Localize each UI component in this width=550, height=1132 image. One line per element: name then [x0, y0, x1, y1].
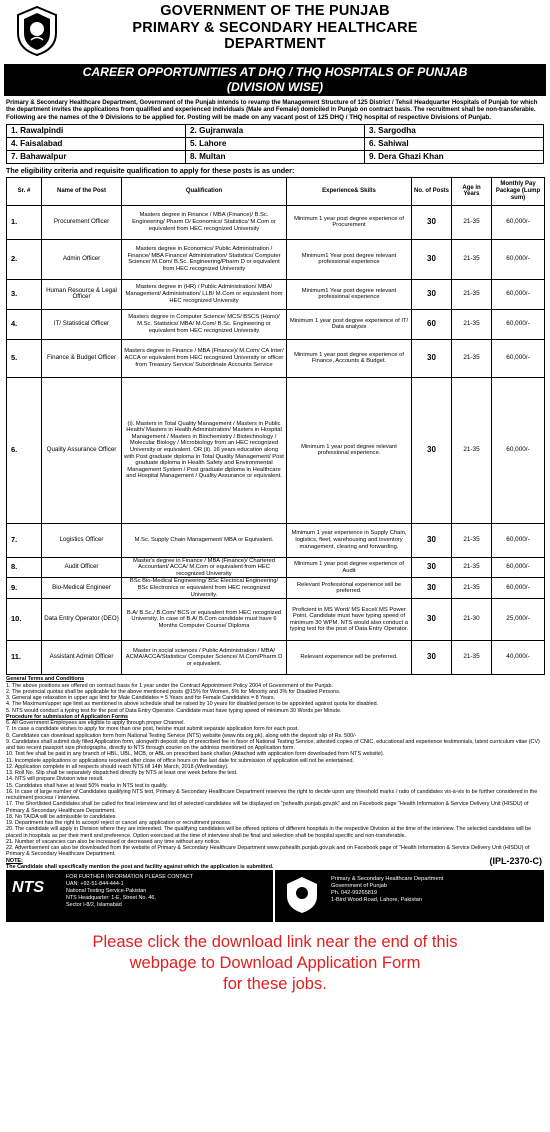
procedure-item: 15. Candidates shall have at least 50% marks in NTS test to qualify. — [6, 782, 168, 789]
cell-posts: 30 — [412, 523, 452, 557]
cell-pay: 60,000/- — [492, 578, 545, 599]
table-row — [7, 309, 545, 339]
footer-left-line: National Testing Service-Pakistan — [66, 888, 147, 895]
cell-age: 21-30 — [452, 599, 492, 641]
cell-post: Logistics Officer — [42, 523, 122, 557]
cell-post: Audit Officer — [42, 557, 122, 578]
note-heading: NOTE: — [6, 857, 23, 864]
procedure-item: 18. No TA/DA will be admissible to candidates. — [6, 813, 117, 820]
cell-post: Data Entry Operator (DEO) — [42, 599, 122, 641]
general-term: 4. The Maximum/upper age limit as mentioned in above schedule shall be raised by 10 years for disabled person to be appointed against quota for disabled. — [6, 701, 379, 708]
cell-exp: Minimum 1 year experience in Supply Chain, logistics, fleet, warehousing and inventory management, clearing and forwarding. — [287, 523, 412, 557]
column-header: No. of Posts — [412, 177, 452, 205]
general-terms-heading: General Terms and Conditions — [6, 676, 85, 683]
division-row — [7, 124, 544, 137]
cell-exp: Minimum1 Year post degree relevant professional experience — [287, 279, 412, 309]
table-row — [7, 557, 545, 578]
criteria-heading: The eligibility criteria and requisite qualification to apply for these posts is as under: — [6, 165, 295, 175]
table-row — [7, 279, 545, 309]
procedure-item: 16. In case of large number of Candidates qualifying NTS test, Primary & Secondary Healthcare Department reserves the right to decide upon any threshold marks / ratio of candidates vis-à-vis to be further considered in the recruitment process / interview. — [6, 788, 538, 802]
cell-pay: 60,000/- — [492, 557, 545, 578]
cell-qual: Masters degree in (HR) / Public Administration/ MBA/ Management/ Administration/ LLB/ M.Com or equivalent from HEC recognized University — [122, 279, 287, 309]
cell-exp: Minimum 1 year post degree experience of Audit — [287, 557, 412, 578]
table-row — [7, 641, 545, 675]
procedure-item: 7. In case a candidate wishes to apply for more than one post, he/she must submit separate application form for each post. — [6, 726, 299, 733]
cell-exp: Minimum 1 year post degree relevant professional experience. — [287, 377, 412, 523]
cell-sr: 9. — [7, 578, 42, 599]
cell-age: 21-35 — [452, 578, 492, 599]
cell-age: 21-35 — [452, 205, 492, 239]
cell-age: 21-35 — [452, 279, 492, 309]
cell-posts: 30 — [412, 557, 452, 578]
cell-sr: 2. — [7, 239, 42, 279]
cell-age: 21-35 — [452, 239, 492, 279]
cell-qual: Masters degree in Finance / MBA (Finance)/ M.Com/ CA Inter/ ACCA or equivalent from HEC recognized University or officer from Treasury Service/ Subordinate Accounts Service — [122, 339, 287, 377]
band-line-1: CAREER OPPORTUNITIES AT DHQ / THQ HOSPITALS OF PUNJAB — [82, 65, 468, 79]
column-header: Sr. # — [7, 177, 42, 205]
cell-exp: Relevant Professional experience will be preferred. — [287, 578, 412, 599]
footer-left-line: FOR FURTHER INFORMATION PLEASE CONTACT — [66, 874, 193, 881]
table-row — [7, 239, 545, 279]
cell-qual: Masters degree in Finance / MBA (Finance)/ B.Sc. Engineering/ Pharm D/ Economics/ Statistics/ M.Com or equivalent from HEC recognized University — [122, 205, 287, 239]
cell-exp: Minimum 1 year post degree experience of Finance, Accounts & Budget. — [287, 339, 412, 377]
general-term: 5. NTS would conduct a typing test for the post of Data Entry Operator. Candidate must have typing speed of minimum 30 Words per Minute. — [6, 707, 342, 714]
cell-posts: 30 — [412, 279, 452, 309]
footer-right-line: Primary & Secondary Healthcare Department — [331, 876, 444, 883]
cell-post: Procurement Officer — [42, 205, 122, 239]
download-line-1: Please click the download link near the end of this — [92, 933, 458, 952]
cell-post: Assistant Admin Officer — [42, 641, 122, 675]
footer-left-line: NTS Headquarter: 1-E, Street No. 46, — [66, 895, 156, 902]
header-line-1: GOVERNMENT OF THE PUNJAB — [160, 3, 390, 19]
table-row — [7, 205, 545, 239]
header-line-3: DEPARTMENT — [224, 36, 326, 52]
division-cell: 7. Bahawalpur — [7, 150, 186, 163]
cell-posts: 30 — [412, 641, 452, 675]
cell-qual: (i). Masters in Total Quality Management / Masters in Public Health/ Masters in Health Administration/ Masters in Hospital Management / Masters in Biochemistry / Biotechnology / Molecular Biology / Microbiology from an HEC recognized University or equivalent. OR (ii). 16 years education along with Post graduate diploma in Total Quality Management/ Post graduate diploma in Health Safety and Environmental Management System / Post graduate diploma in Healthcare and Hospital Management / Quality Assurance or equivalent. — [122, 377, 287, 523]
cell-post: Human Resource & Legal Officer — [42, 279, 122, 309]
download-line-3: for these jobs. — [223, 975, 327, 994]
cell-exp: Proficient in MS Word/ MS Excel/ MS Power Point. Candidate must have typing speed of minimum 30 WPM. NTS would also conduct a typing test for the post of Data Entry Operator. — [287, 599, 412, 641]
division-cell: 1. Rawalpindi — [7, 124, 186, 137]
general-term: 2. The provincial quotas shall be applicable for the above mentioned posts @15% for Women, 5% for Minority and 3% for Disabled Persons. — [6, 688, 341, 695]
cell-sr: 11. — [7, 641, 42, 675]
table-row — [7, 523, 545, 557]
procedure-item: 14. NTS will prepare Division wise result. — [6, 776, 104, 783]
cell-exp: Minimum1 Year post degree relevant professional experience — [287, 239, 412, 279]
cell-post: Finance & Budget Officer — [42, 339, 122, 377]
cell-sr: 10. — [7, 599, 42, 641]
division-cell: 4. Faisalabad — [7, 137, 186, 150]
cell-sr: 8. — [7, 557, 42, 578]
cell-qual: BSc Bio-Medical Engineering/ BSc Electrical Engineering/ BSc Electronics or equivalent from HEC recognized University. — [122, 578, 287, 599]
footer-left-line: Sector I-8/2, Islamabad — [66, 902, 122, 909]
title-band — [4, 64, 546, 96]
ipl-code: (IPL-2370-C) — [489, 855, 542, 866]
cell-exp: Relevant experience will be preferred. — [287, 641, 412, 675]
note-text: The Candidate shall specifically mention the post and facility against which the application is submitted. — [6, 863, 274, 870]
column-header: Age in Years — [452, 177, 492, 205]
download-line-2: webpage to Download Application Form — [129, 954, 421, 973]
cell-posts: 30 — [412, 599, 452, 641]
division-cell: 8. Multan — [186, 150, 365, 163]
procedure-item: 6. All Government Employees are eligible to apply through proper Channel. — [6, 720, 185, 727]
cell-sr: 6. — [7, 377, 42, 523]
cell-age: 21-35 — [452, 557, 492, 578]
cell-pay: 40,000/- — [492, 641, 545, 675]
column-header: Name of the Post — [42, 177, 122, 205]
department-emblem-icon — [285, 876, 319, 914]
column-header: Qualification — [122, 177, 287, 205]
download-note — [0, 922, 550, 995]
cell-posts: 30 — [412, 377, 452, 523]
cell-qual: Master in social sciences / Public Administration / MBA/ ACMA/ACCA/Statistics/ Computer Science/ M.Com/Pharm D or equivalent. — [122, 641, 287, 675]
header — [0, 0, 550, 64]
cell-posts: 30 — [412, 205, 452, 239]
cell-qual: B.A/ B.Sc./ B.Com/ BCS or equivalent from HEC recognized University. In case of B.A/ B.Com candidate must have 6 Months Computer Course/ Diploma — [122, 599, 287, 641]
procedure-item: 21. Number of vacancies can also be increased or decreased any time without any notice. — [6, 838, 221, 845]
footer-right — [275, 870, 544, 922]
table-row — [7, 377, 545, 523]
general-term: 3. General age relaxation in upper age limit for Male Candidates = 5 Years and for Female Candidates = 8 Years. — [6, 695, 276, 702]
procedure-item: 9. Candidates shall submit duly filled Application form, alongwith deposit slip of prescribed fee in favor of National Testing Service, attested copies of CNIC, educational and experience testimonials, latest curriculum vitae (CV) and two recent passport size photographs, directly to NTS through courier on the address mentioned on Application form. — [6, 738, 540, 752]
cell-age: 21-35 — [452, 377, 492, 523]
table-row — [7, 339, 545, 377]
division-cell: 9. Dera Ghazi Khan — [365, 150, 544, 163]
footer-right-line: Government of Punjab — [331, 883, 387, 890]
cell-post: Quality Assurance Officer — [42, 377, 122, 523]
cell-post: Admin Officer — [42, 239, 122, 279]
table-row — [7, 578, 545, 599]
division-cell: 6. Sahiwal — [365, 137, 544, 150]
procedure-item: 8. Candidates can download application form from National Testing Service (NTS) website (www.nts.org.pk), along with the deposit slip of Rs. 500/- — [6, 732, 357, 739]
cell-posts: 60 — [412, 309, 452, 339]
cell-pay: 60,000/- — [492, 377, 545, 523]
procedure-heading: Procedure for submission of Application Forms — [6, 713, 129, 720]
cell-age: 21-35 — [452, 523, 492, 557]
cell-sr: 7. — [7, 523, 42, 557]
cell-age: 21-35 — [452, 309, 492, 339]
intro-text: Primary & Secondary Healthcare Department, Government of the Punjab intends to revamp the Management Structure of 125 District / Tehsil Headquarter Hospitals of Punjab for which the department invites the applications from qualified and experienced individuals (Male and Female) domiciled in Punjab on contract basis. The recruitment shall be non-transferable. — [6, 99, 538, 114]
general-term: 1. The above positions are offered on contract basis for 1 year under the Contract Appointment Policy 2004 of Government of the Punjab. — [6, 682, 334, 689]
division-cell: 5. Lahore — [186, 137, 365, 150]
cell-age: 21-35 — [452, 339, 492, 377]
footer-right-line: Ph. 042-99265819 — [331, 890, 378, 897]
punjab-emblem-icon — [12, 5, 62, 57]
divisions-table — [6, 124, 544, 164]
cell-qual: Masters degree in Computer Science/ MCS/ BSCS (Hons)/ M.Sc. Statistics/ MBA/ M.Com/ B.Sc. Engineering or equivalent from HEC recognized University — [122, 309, 287, 339]
cell-pay: 60,000/- — [492, 523, 545, 557]
cell-post: Bio-Medical Engineer — [42, 578, 122, 599]
procedure-item: 10. Test fee shall be paid in any branch of HBL, UBL, MCB, or ABL on prescribed bank challan (Attached with application form downloaded from NTS website). — [6, 751, 385, 758]
table-row — [7, 599, 545, 641]
footer-bar — [6, 870, 544, 922]
cell-posts: 30 — [412, 578, 452, 599]
cell-pay: 25,000/- — [492, 599, 545, 641]
header-line-2: PRIMARY & SECONDARY HEALTHCARE — [132, 19, 418, 36]
nts-logo: NTS — [12, 879, 44, 897]
column-header: Experience& Skills — [287, 177, 412, 205]
division-row — [7, 150, 544, 163]
footer-left — [6, 870, 275, 922]
procedure-item: 11. Incomplete applications or applications received after close of office hours on the last date for submission of application will not be entertained. — [6, 757, 354, 764]
cell-qual: Master's degree in Finance / MBA (Finance)/ Chartered Accountant/ ACCA/ M.Com or equivalent from HEC recognized University — [122, 557, 287, 578]
cell-sr: 5. — [7, 339, 42, 377]
cell-pay: 60,000/- — [492, 205, 545, 239]
divisions-intro: Following are the names of the 9 Divisions to be applied for. Posting will be made on any vacant post of 125 DHQ / THQ hospital of respective Divisions of Punjab. — [6, 114, 491, 122]
cell-pay: 60,000/- — [492, 339, 545, 377]
cell-pay: 60,000/- — [492, 279, 545, 309]
procedure-item: 22. Advertisement can also be downloaded from the website of Primary & Secondary Healthcare Department www.pshealth.punjab.gov.pk and on Facebook page of "Health Information & Service Delivery Unit (HISDU) of Primary & Secondary Healthcare Department. — [6, 845, 530, 858]
cell-post: IT/ Statistical Officer — [42, 309, 122, 339]
footer-right-line: 1-Bird Wood Road, Lahore, Pakistan — [331, 897, 423, 904]
cell-pay: 60,000/- — [492, 239, 545, 279]
cell-pay: 60,000/- — [492, 309, 545, 339]
posts-table — [6, 177, 545, 676]
cell-posts: 30 — [412, 339, 452, 377]
procedure-item: 20. The candidate will apply in Division where they are interested. The qualifying candidates will be offered options of different hospitals in the respective Division at the time of the interview. The selected candidates will be placed in hospitals as per their merit and preference. Option exercised at the time of interview shall be final and selection shall be hospital specific and non-transferable. — [6, 826, 532, 839]
cell-sr: 4. — [7, 309, 42, 339]
column-header: Monthly Pay Package (Lump sum) — [492, 177, 545, 205]
cell-qual: M.Sc. Supply Chain Management/ MBA or Equivalent. — [122, 523, 287, 557]
division-cell: 2. Gujranwala — [186, 124, 365, 137]
procedure-item: 13. Roll No. Slip shall be separately dispatched directly by NTS at least one week before the test. — [6, 770, 238, 777]
division-row — [7, 137, 544, 150]
division-cell: 3. Sargodha — [365, 124, 544, 137]
cell-posts: 30 — [412, 239, 452, 279]
terms-section — [0, 675, 550, 870]
procedure-item: 19. Department has the right to accept/ reject or cancel any application or recruitment process. — [6, 820, 232, 827]
cell-sr: 3. — [7, 279, 42, 309]
procedure-item: 17. The Shortlisted Candidates shall be called for final interview and list of selected candidates will be displayed on "pshealth.punjab.gov.pk" and on Facebook page "Health Information & Service Delivery Unit (HISDU) of Primary & Secondary Healthcare Department. — [6, 801, 529, 814]
cell-age: 21-35 — [452, 641, 492, 675]
cell-exp: Minimum 1 year post degree experience of IT/ Data analysis — [287, 309, 412, 339]
procedure-item: 12. Application complete in all respects should reach NTS till 14th March, 2018 (Wednesday). — [6, 763, 229, 770]
cell-exp: Minimum 1 year post degree experience of Procurement — [287, 205, 412, 239]
band-line-2: (DIVISION WISE) — [226, 80, 324, 94]
cell-sr: 1. — [7, 205, 42, 239]
footer-left-line: UAN: +92-51-844-444-1 — [66, 881, 124, 888]
cell-qual: Masters degree in Economics/ Public Administration / Finance/ MBA Finance/ Administration/ Statistics/ Computer Science/ M.Com/ B.Sc. Engineering/Pharm D or equivalent from HEC recognized University — [122, 239, 287, 279]
